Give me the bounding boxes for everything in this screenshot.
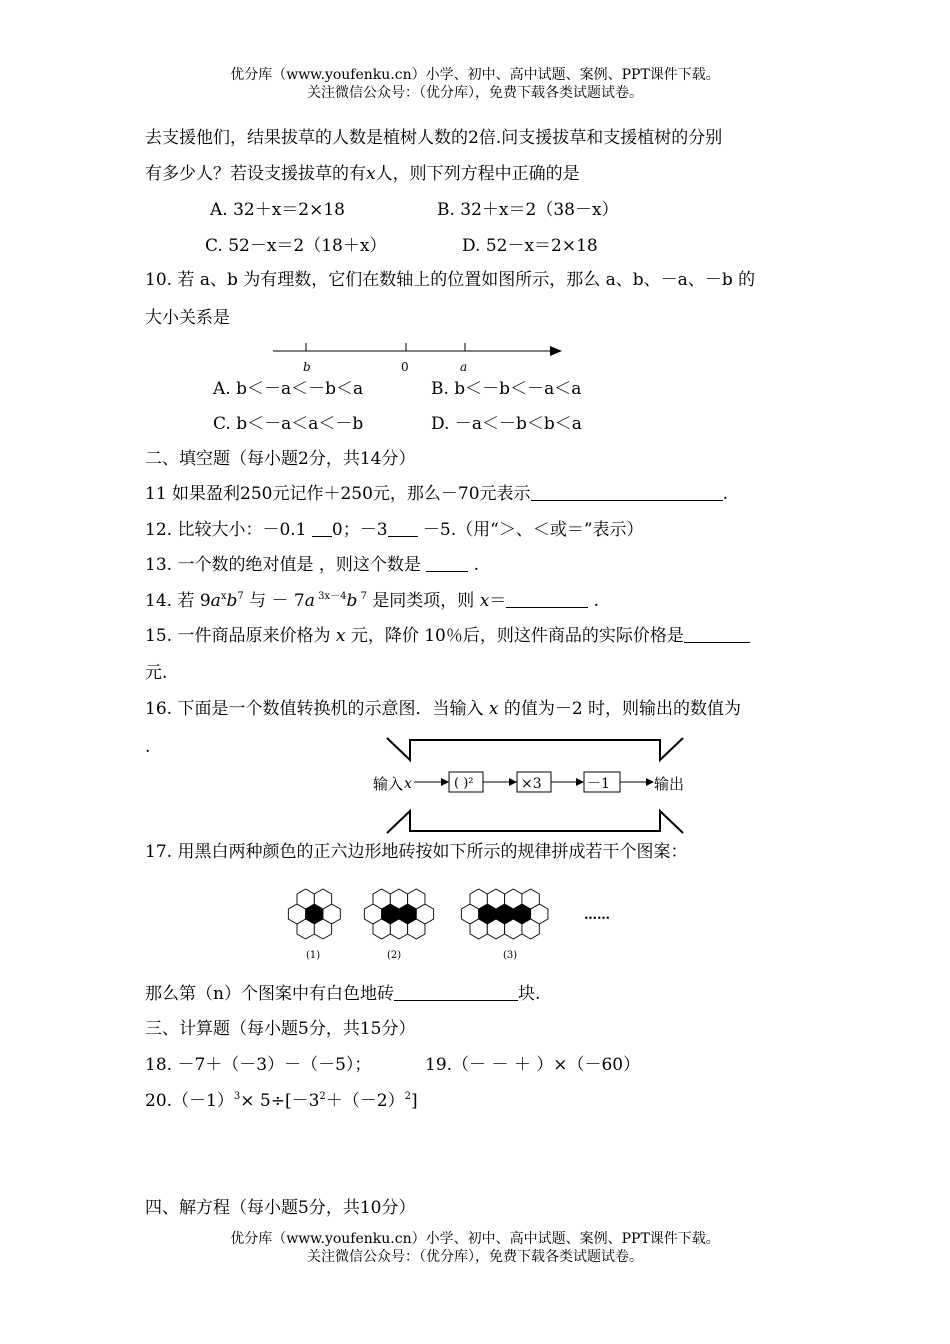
q9-option-a: A. 32＋x＝2×18 [210,200,345,220]
white-hex-tile-p3 [522,889,539,909]
machine-arrowhead-3 [576,778,584,786]
label-zero: 0 [401,360,409,374]
machine-output-label: 输出 [654,775,685,793]
q14-exp-2: 7 [237,591,244,602]
white-hex-tile-p2 [390,889,407,909]
q13-blank[interactable] [426,553,468,572]
q11-blank[interactable] [531,482,723,501]
hexagon-patterns-figure [285,884,625,964]
pattern-ellipsis: …… [584,908,610,923]
q20-exp-1: 3 [233,1091,241,1102]
white-hex-tile-p1 [297,919,314,939]
q14-exp-4: 7 [357,591,367,602]
q16-text-b: 的值为－2 时，则输出的数值为 [498,699,742,719]
q20-text-b: × 5÷[－3 [240,1091,320,1111]
q20-text-c: ＋（－2） [325,1091,405,1111]
q9-text-2a: 有多少人？若设支援拔草的有 [145,164,366,184]
number-line [270,338,570,378]
q11-end: . [722,484,728,504]
machine-arrowhead-1 [441,778,449,786]
q20-text-a: 20.（－1） [145,1091,234,1111]
q9-option-c: C. 52－x＝2（18＋x） [205,236,387,256]
q9-option-d: D. 52－x＝2×18 [462,236,598,256]
q14-text-c: 是同类项，则 [366,591,480,611]
q14-var-b-2: b [346,591,358,611]
white-hex-tile-p2 [408,889,425,909]
q16-text-a: 16. 下面是一个数值转换机的示意图．当输入 [145,699,489,719]
q9-option-b: B. 32＋x＝2（38－x） [437,200,619,220]
section-2-title: 二、填空题（每小题2分，共14分） [145,449,416,469]
white-hex-tile-p3 [505,889,522,909]
q15-blank[interactable] [684,624,750,643]
q17-after [145,982,540,1006]
footer-line-1: 优分库（www.youfenku.cn）小学、初中、高中试题、案例、PPT课件下载。 [230,1231,720,1247]
header-line-1: 优分库（www.youfenku.cn）小学、初中、高中试题、案例、PPT课件下载。 [230,67,720,83]
q9-text-2b: 人，则下列方程中正确的是 [375,164,580,184]
q14-text-a: 14. 若 9 [145,591,211,611]
q15-unit: 元. [145,663,168,683]
number-line-arrow [550,346,562,356]
white-hex-tile-p3 [522,919,539,939]
q20 [145,1089,418,1113]
white-hex-tile-p1 [314,889,331,909]
machine-input-x: x [404,776,412,792]
q14-end: . [588,591,600,611]
q20-text-d: ] [410,1091,418,1111]
q11 [145,482,728,506]
machine-box-times3-label: ×3 [521,776,542,792]
q13 [145,553,479,577]
q19: 19.（－ － ＋ ）×（－60） [425,1055,641,1075]
q15-text-a: 15. 一件商品原来价格为 [145,626,336,646]
q14-exp-1: x [220,591,227,602]
white-hex-tile-p2 [373,889,390,909]
q14-var-b: b [226,591,238,611]
q20-exp-2: 2 [319,1091,326,1102]
q14 [145,589,599,613]
q17-after-a: 那么第（n）个图案中有白色地砖 [145,984,394,1004]
q10-text-1: 10. 若 a、b 为有理数，它们在数轴上的位置如图所示，那么 a、b、－a、－b 的 [145,270,756,290]
q12 [145,518,644,542]
q12-blank-2[interactable] [388,518,418,537]
header-line-2: 关注微信公众号：（优分库），免费下载各类试题试卷。 [307,85,643,101]
conversion-machine-diagram [370,733,690,838]
q13-text-b: . [468,555,480,575]
q9-var-x: x [366,164,376,184]
q16 [145,697,741,721]
q10-option-b: B. b＜－b＜－a＜a [431,379,582,399]
q11-text: 11 如果盈利250元记作＋250元，那么－70元表示 [145,484,531,504]
q12-text-b: 0；－3 [331,520,388,540]
white-hex-tile-p1 [314,919,331,939]
pattern-label-3: (3) [503,950,518,961]
q17-text: 17. 用黑白两种颜色的正六边形地砖按如下所示的规律拼成若干个图案： [145,842,688,862]
label-a: a [460,360,468,374]
q15 [145,624,750,648]
machine-top-frame [387,738,683,760]
white-hex-tile-p3 [470,919,487,939]
white-hex-tile-p3 [470,889,487,909]
q12-blank-1[interactable] [312,518,332,537]
q12-text-a: 12. 比较大小：－0.1 [145,520,312,540]
section-4-title: 四、解方程（每小题5分，共10分） [145,1198,416,1218]
white-hex-tile-p2 [390,919,407,939]
pattern-label-1: (1) [306,950,321,961]
q16-var-x: x [488,699,499,719]
machine-box-minus1-label: －1 [587,776,610,792]
q14-text-d: ＝ [489,591,507,611]
q17-blank[interactable] [394,982,518,1001]
q14-var-a: a [210,591,221,611]
q17-after-b: 块. [517,984,541,1004]
white-hex-tile-p3 [487,889,504,909]
machine-box-square-label: ( )² [454,776,474,791]
footer-line-2: 关注微信公众号：（优分库），免费下载各类试题试卷。 [307,1249,643,1265]
pattern-label-2: (2) [387,950,402,961]
q14-text-mid: 与 － 7 [243,591,305,611]
white-hex-tile-p2 [408,919,425,939]
white-hex-tile-p2 [373,919,390,939]
q14-var-x: x [479,591,490,611]
q10-option-c: C. b＜－a＜a＜－b [213,414,364,434]
q16-period: . [145,737,151,757]
machine-arrowhead-2 [509,778,517,786]
white-hex-tile-p3 [505,919,522,939]
q13-text-a: 13. 一个数的绝对值是 ，则这个数是 [145,555,427,575]
q10-option-a: A. b＜－a＜－b＜a [213,379,364,399]
q14-var-a-2: a [304,591,315,611]
white-hex-tile-p1 [297,889,314,909]
q15-var-x: x [335,626,346,646]
q18: 18. －7＋（－3）－（－5）； [145,1055,372,1075]
q10-option-d: D. －a＜－b＜b＜a [431,414,582,434]
machine-input-label: 输入 [373,775,404,793]
machine-arrowhead-4 [646,778,654,786]
q10-text-2: 大小关系是 [145,308,230,328]
white-hex-tile-p3 [487,919,504,939]
q9-text-1: 去支援他们，结果拔草的人数是植树人数的2倍.问支援拔草和支援植树的分别 [145,128,723,148]
q14-exp-3: 3x－4 [314,591,347,602]
q12-text-c: －5.（用“＞、＜或＝”表示） [417,520,644,540]
q14-blank[interactable] [506,589,588,608]
q9-text-2 [145,162,580,186]
q15-text-b: 元，降价 10％后，则这件商品的实际价格是 [345,626,684,646]
q20-exp-3: 2 [404,1091,411,1102]
label-b: b [303,360,311,374]
machine-bottom-frame [387,811,683,833]
section-3-title: 三、计算题（每小题5分，共15分） [145,1019,416,1039]
